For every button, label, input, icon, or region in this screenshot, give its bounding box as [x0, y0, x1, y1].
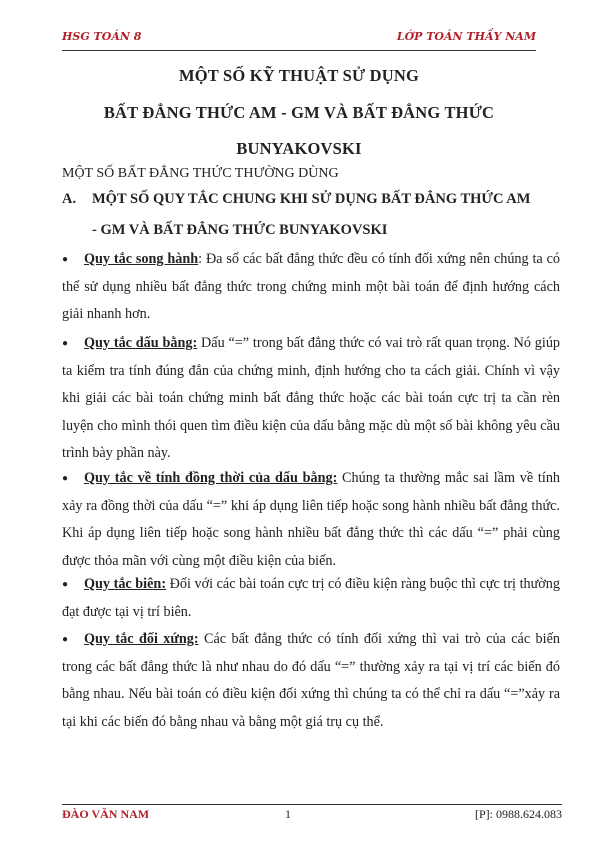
rule-term: Quy tắc biên: — [84, 576, 167, 592]
footer-author: ĐÀO VĂN NAM — [62, 807, 150, 821]
section-heading: MỘT SỐ BẤT ĐẲNG THỨC THƯỜNG DÙNG — [62, 166, 339, 181]
rule-text: : Đa số các bất đẳng thức đều có tính đối xứng nên chúng ta có thể sử dụng nhiều bất đẳng thức trong chứng minh một bài toán để định hướng cách giải nhanh hơn. — [62, 251, 560, 322]
page-header — [62, 30, 536, 51]
bullet-icon: ● — [62, 579, 69, 590]
page-footer — [62, 804, 562, 825]
rule-term: Quy tắc song hành — [84, 251, 199, 267]
rule-term: Quy tắc dấu bằng: — [84, 335, 198, 351]
subsection-title-line-2: - GM VÀ BẤT ĐẲNG THỨC BUNYAKOVSKI — [92, 222, 388, 238]
rule-paragraph — [62, 626, 560, 736]
document-title-line-2: BẤT ĐẲNG THỨC AM - GM VÀ BẤT ĐẲNG THỨC — [103, 103, 495, 122]
subsection-title-line-1: MỘT SỐ QUY TẮC CHUNG KHI SỬ DỤNG BẤT ĐẲNG THỨC AM — [92, 191, 531, 207]
rule-paragraph — [62, 465, 560, 575]
bullet-icon: ● — [62, 338, 69, 349]
rule-text: Các bất đẳng thức có tính đối xứng thì vai trò của các biến trong các bất đẳng thức là như nhau do đó dấu “=” thường xảy ra tại vị trí các biến đó bằng nhau. Nếu bài toán có điều kiện đối xứng thì chúng ta có thể chỉ ra dấu “=”xảy ra tại khi các biến đó bằng nhau và bằng một giá trụ cụ thể. — [62, 631, 560, 730]
rule-paragraph — [62, 246, 560, 329]
rule-paragraph — [62, 330, 560, 468]
bullet-icon: ● — [62, 473, 69, 484]
header-course-label: HSG TOÁN 8 — [62, 30, 142, 43]
subsection-letter: A. — [62, 191, 77, 207]
rule-paragraph — [62, 571, 560, 626]
header-class-label: LỚP TOÁN THẦY NAM — [396, 30, 536, 43]
footer-phone: [P]: 0988.624.083 — [475, 807, 562, 821]
rule-term: Quy tắc đối xứng: — [84, 631, 199, 647]
rule-term: Quy tắc về tính đồng thời của dấu bằng: — [84, 470, 338, 486]
document-title-line-1: MỘT SỐ KỸ THUẬT SỬ DỤNG — [178, 66, 420, 85]
footer-page-number: 1 — [285, 807, 291, 821]
bullet-icon: ● — [62, 634, 69, 645]
rule-text: Dấu “=” trong bất đẳng thức có vai trò rất quan trọng. Nó giúp ta kiểm tra tính đúng đắn của chứng minh, định hướng cho ta cách giải. Chính vì vậy khi giải các bài toán chứng minh bất đẳng thức hoặc các bài toán cực trị ta cần rèn luyện cho mình thói quen tìm điều kiện của dấu bằng mặc dù một số bài không yêu cầu trình bày phần này. — [62, 335, 561, 461]
rule-text: Đối với các bài toán cực trị có điều kiện ràng buộc thì cực trị thường đạt được tại vị trí biên. — [62, 576, 560, 620]
bullet-icon: ● — [62, 254, 69, 265]
document-title-line-3: BUNYAKOVSKI — [236, 139, 362, 158]
rule-text: Chúng ta thường mắc sai lầm về tính xảy ra đồng thời của dấu “=” khi áp dụng liên tiếp hoặc song hành nhiều bất đẳng thức. Khi áp dụng liên tiếp hoặc song hành nhiều bất đẳng thức thì các dấu “=” phải cùng được thỏa mãn với cùng một điều kiện của biến. — [62, 470, 561, 569]
